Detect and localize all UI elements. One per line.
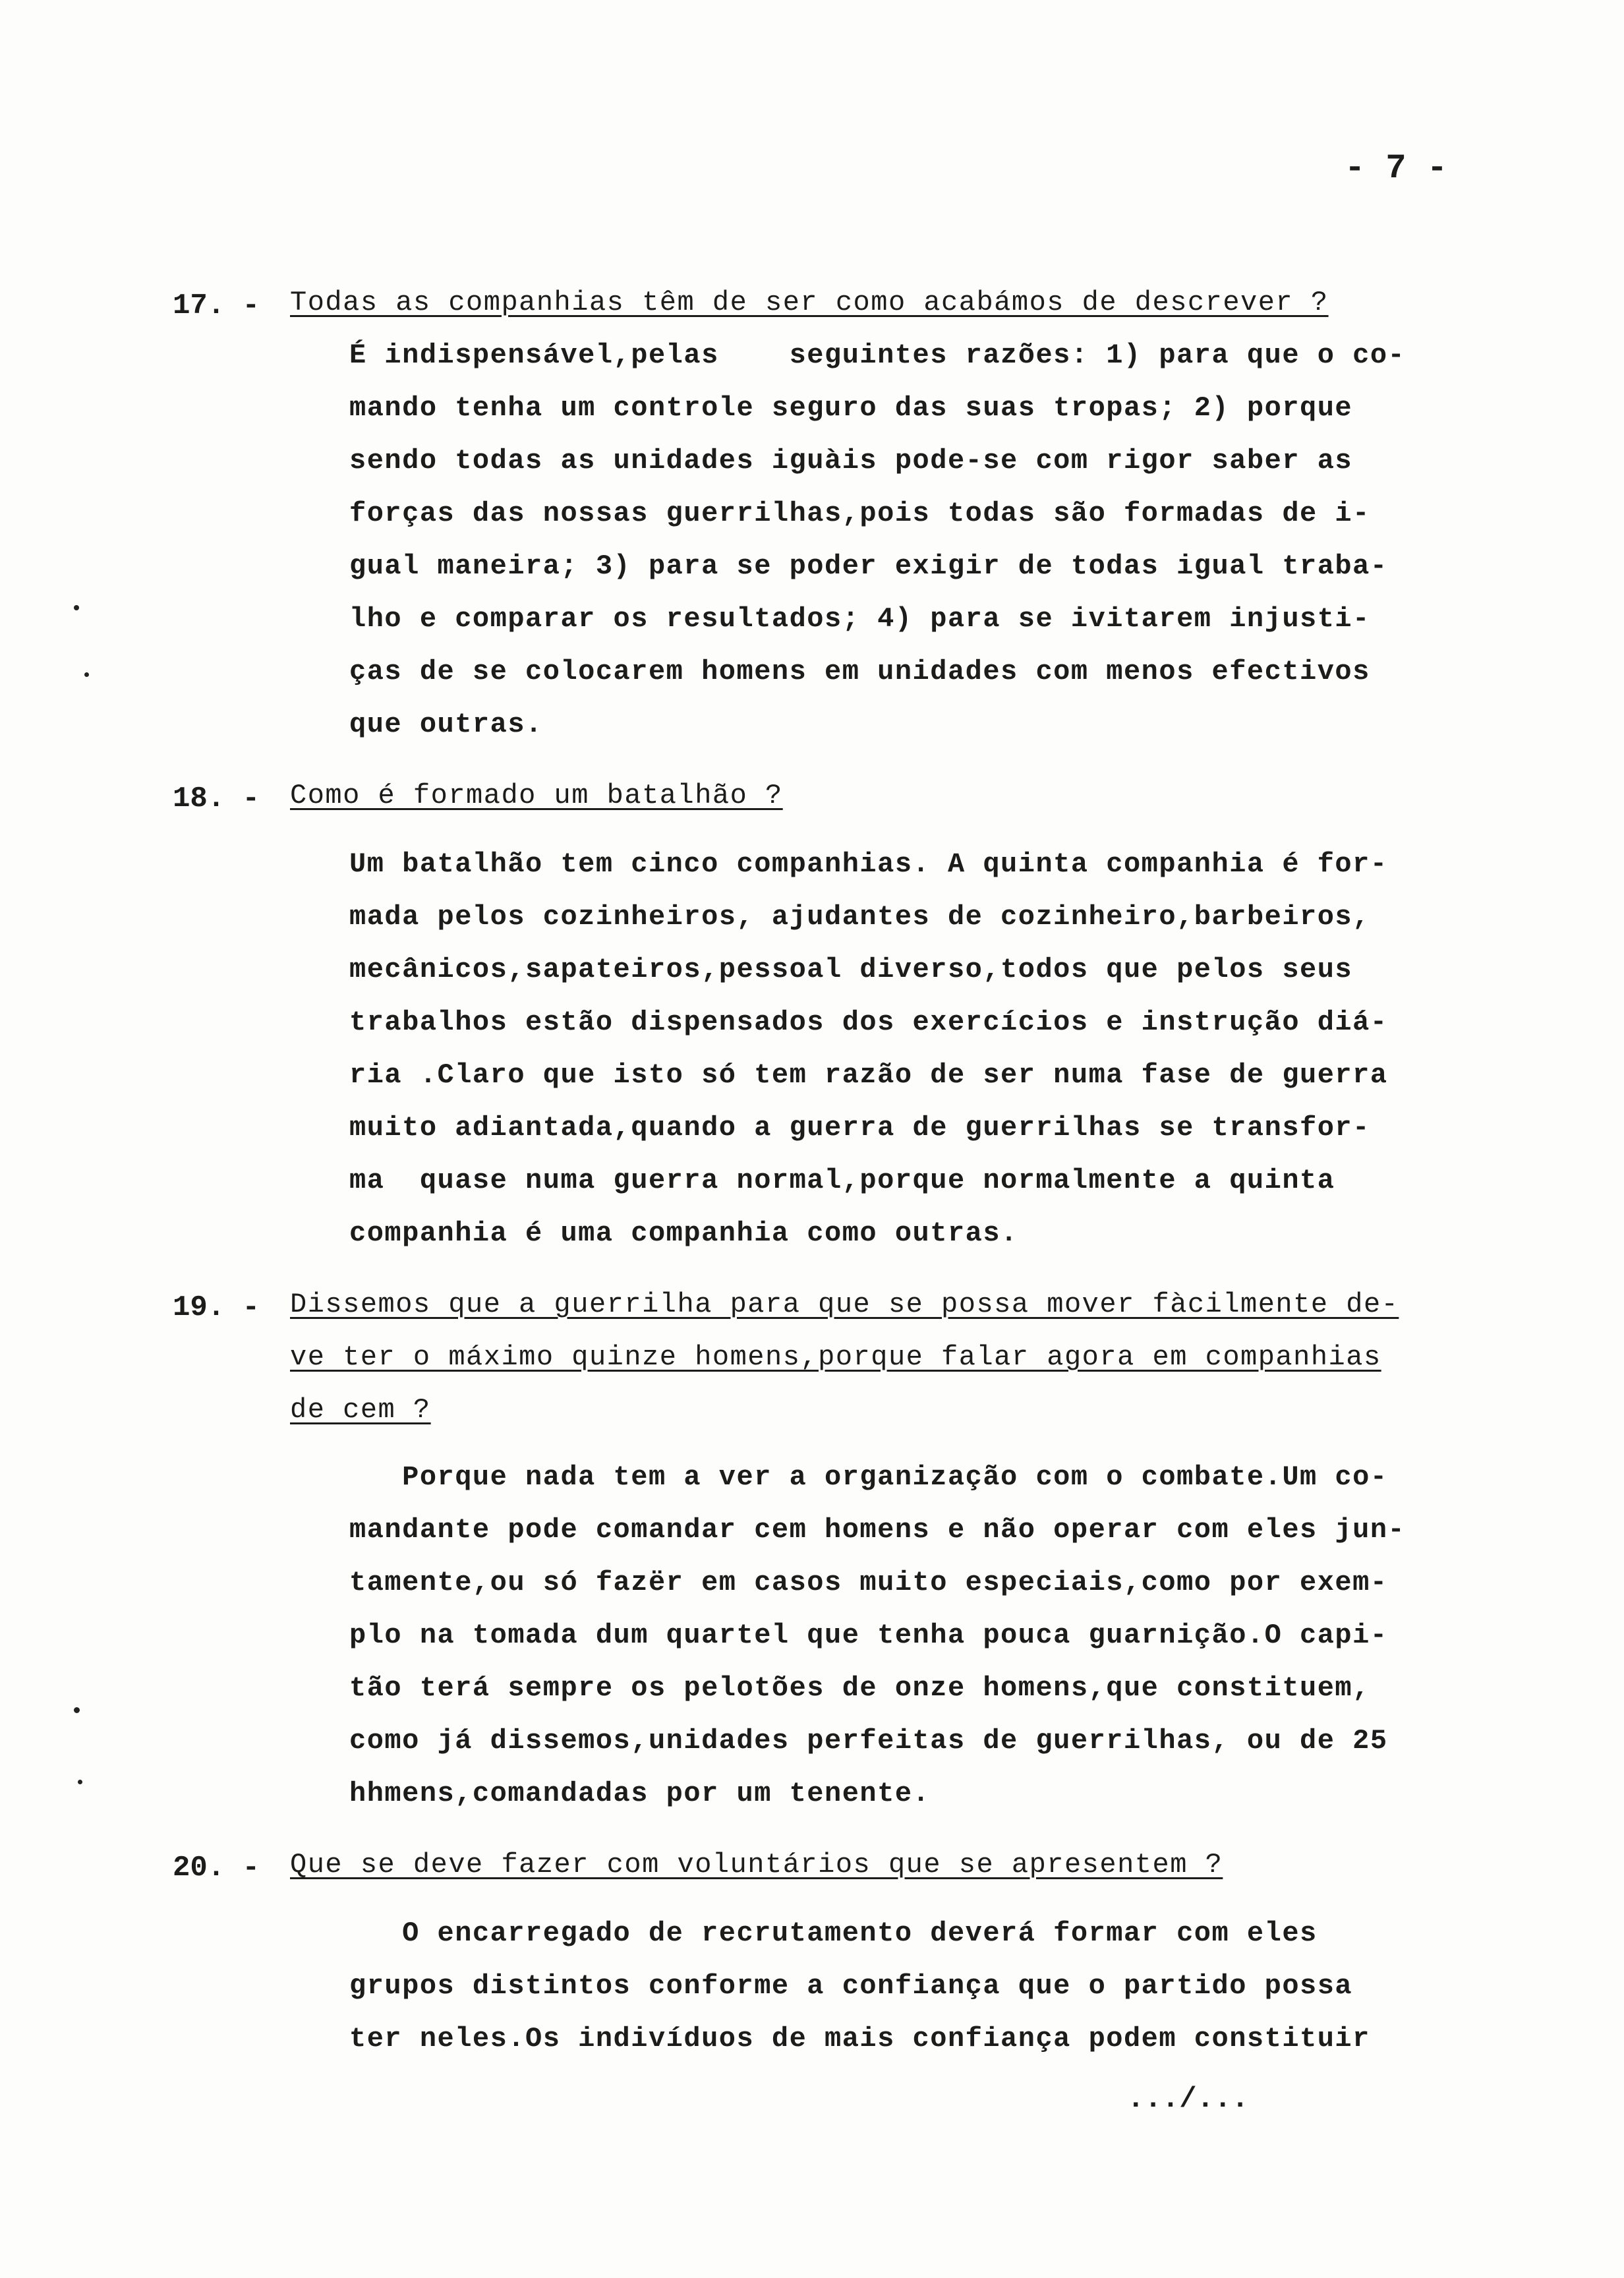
question-number: 18. - [173, 782, 260, 815]
question-text: Todas as companhias têm de ser como acabámos de descrever ? [290, 287, 1329, 318]
answer-line: mada pelos cozinheiros, ajudantes de cozinheiro,barbeiros, [349, 901, 1370, 933]
question-text: Dissemos que a guerrilha para que se possa mover fàcilmente de- [290, 1289, 1399, 1320]
question-number: 20. - [173, 1852, 260, 1884]
answer-line: forças das nossas guerrilhas,pois todas são formadas de i- [349, 498, 1370, 529]
answer-line: hhmens,comandadas por um tenente. [349, 1778, 931, 1809]
answer-line: muito adiantada,quando a guerra de guerrilhas se transfor- [349, 1112, 1370, 1144]
continuation-mark: .../... [1127, 2083, 1249, 2116]
answer-line: lho e comparar os resultados; 4) para se ivitarem injusti- [349, 603, 1370, 635]
answer-line: Porque nada tem a ver a organização com o combate.Um co- [349, 1461, 1388, 1493]
answer-line: companhia é uma companhia como outras. [349, 1217, 1018, 1249]
answer-line: que outras. [349, 709, 543, 740]
answer-line: ter neles.Os indivíduos de mais confiança podem constituir [349, 2023, 1370, 2055]
answer-line: plo na tomada dum quartel que tenha pouca guarnição.O capi- [349, 1620, 1388, 1651]
scan-speck [78, 1780, 82, 1784]
answer-line: trabalhos estão dispensados dos exercícios e instrução diá- [349, 1007, 1388, 1038]
answer-line: mando tenha um controle seguro das suas tropas; 2) porque [349, 392, 1353, 424]
answer-line: Um batalhão tem cinco companhias. A quinta companhia é for- [349, 848, 1388, 880]
page-number: - 7 - [1345, 149, 1448, 188]
answer-line: mecânicos,sapateiros,pessoal diverso,todos que pelos seus [349, 954, 1353, 985]
question-number: 17. - [173, 289, 260, 322]
question-text: de cem ? [290, 1394, 431, 1426]
scan-speck [74, 1707, 80, 1713]
scan-speck [74, 605, 79, 610]
answer-line: É indispensável,pelas seguintes razões: 1) para que o co- [349, 339, 1406, 371]
scan-speck [84, 672, 89, 677]
answer-line: O encarregado de recrutamento deverá formar com eles [349, 1917, 1318, 1949]
answer-line: tão terá sempre os pelotões de onze homens,que constituem, [349, 1672, 1370, 1704]
answer-line: grupos distintos conforme a confiança que o partido possa [349, 1970, 1353, 2002]
answer-line: ma quase numa guerra normal,porque normalmente a quinta [349, 1165, 1335, 1196]
question-text: Que se deve fazer com voluntários que se apresentem ? [290, 1849, 1223, 1881]
answer-line: sendo todas as unidades iguàis pode-se com rigor saber as [349, 445, 1353, 477]
answer-line: ria .Claro que isto só tem razão de ser numa fase de guerra [349, 1059, 1388, 1091]
answer-line: como já dissemos,unidades perfeitas de guerrilhas, ou de 25 [349, 1725, 1388, 1757]
question-text: Como é formado um batalhão ? [290, 780, 783, 811]
answer-line: mandante pode comandar cem homens e não operar com eles jun- [349, 1514, 1406, 1546]
answer-line: gual maneira; 3) para se poder exigir de todas igual traba- [349, 550, 1388, 582]
answer-line: tamente,ou só fazër em casos muito especiais,como por exem- [349, 1567, 1388, 1598]
answer-line: ças de se colocarem homens em unidades com menos efectivos [349, 656, 1370, 687]
question-text: ve ter o máximo quinze homens,porque falar agora em companhias [290, 1341, 1381, 1373]
question-number: 19. - [173, 1291, 260, 1324]
